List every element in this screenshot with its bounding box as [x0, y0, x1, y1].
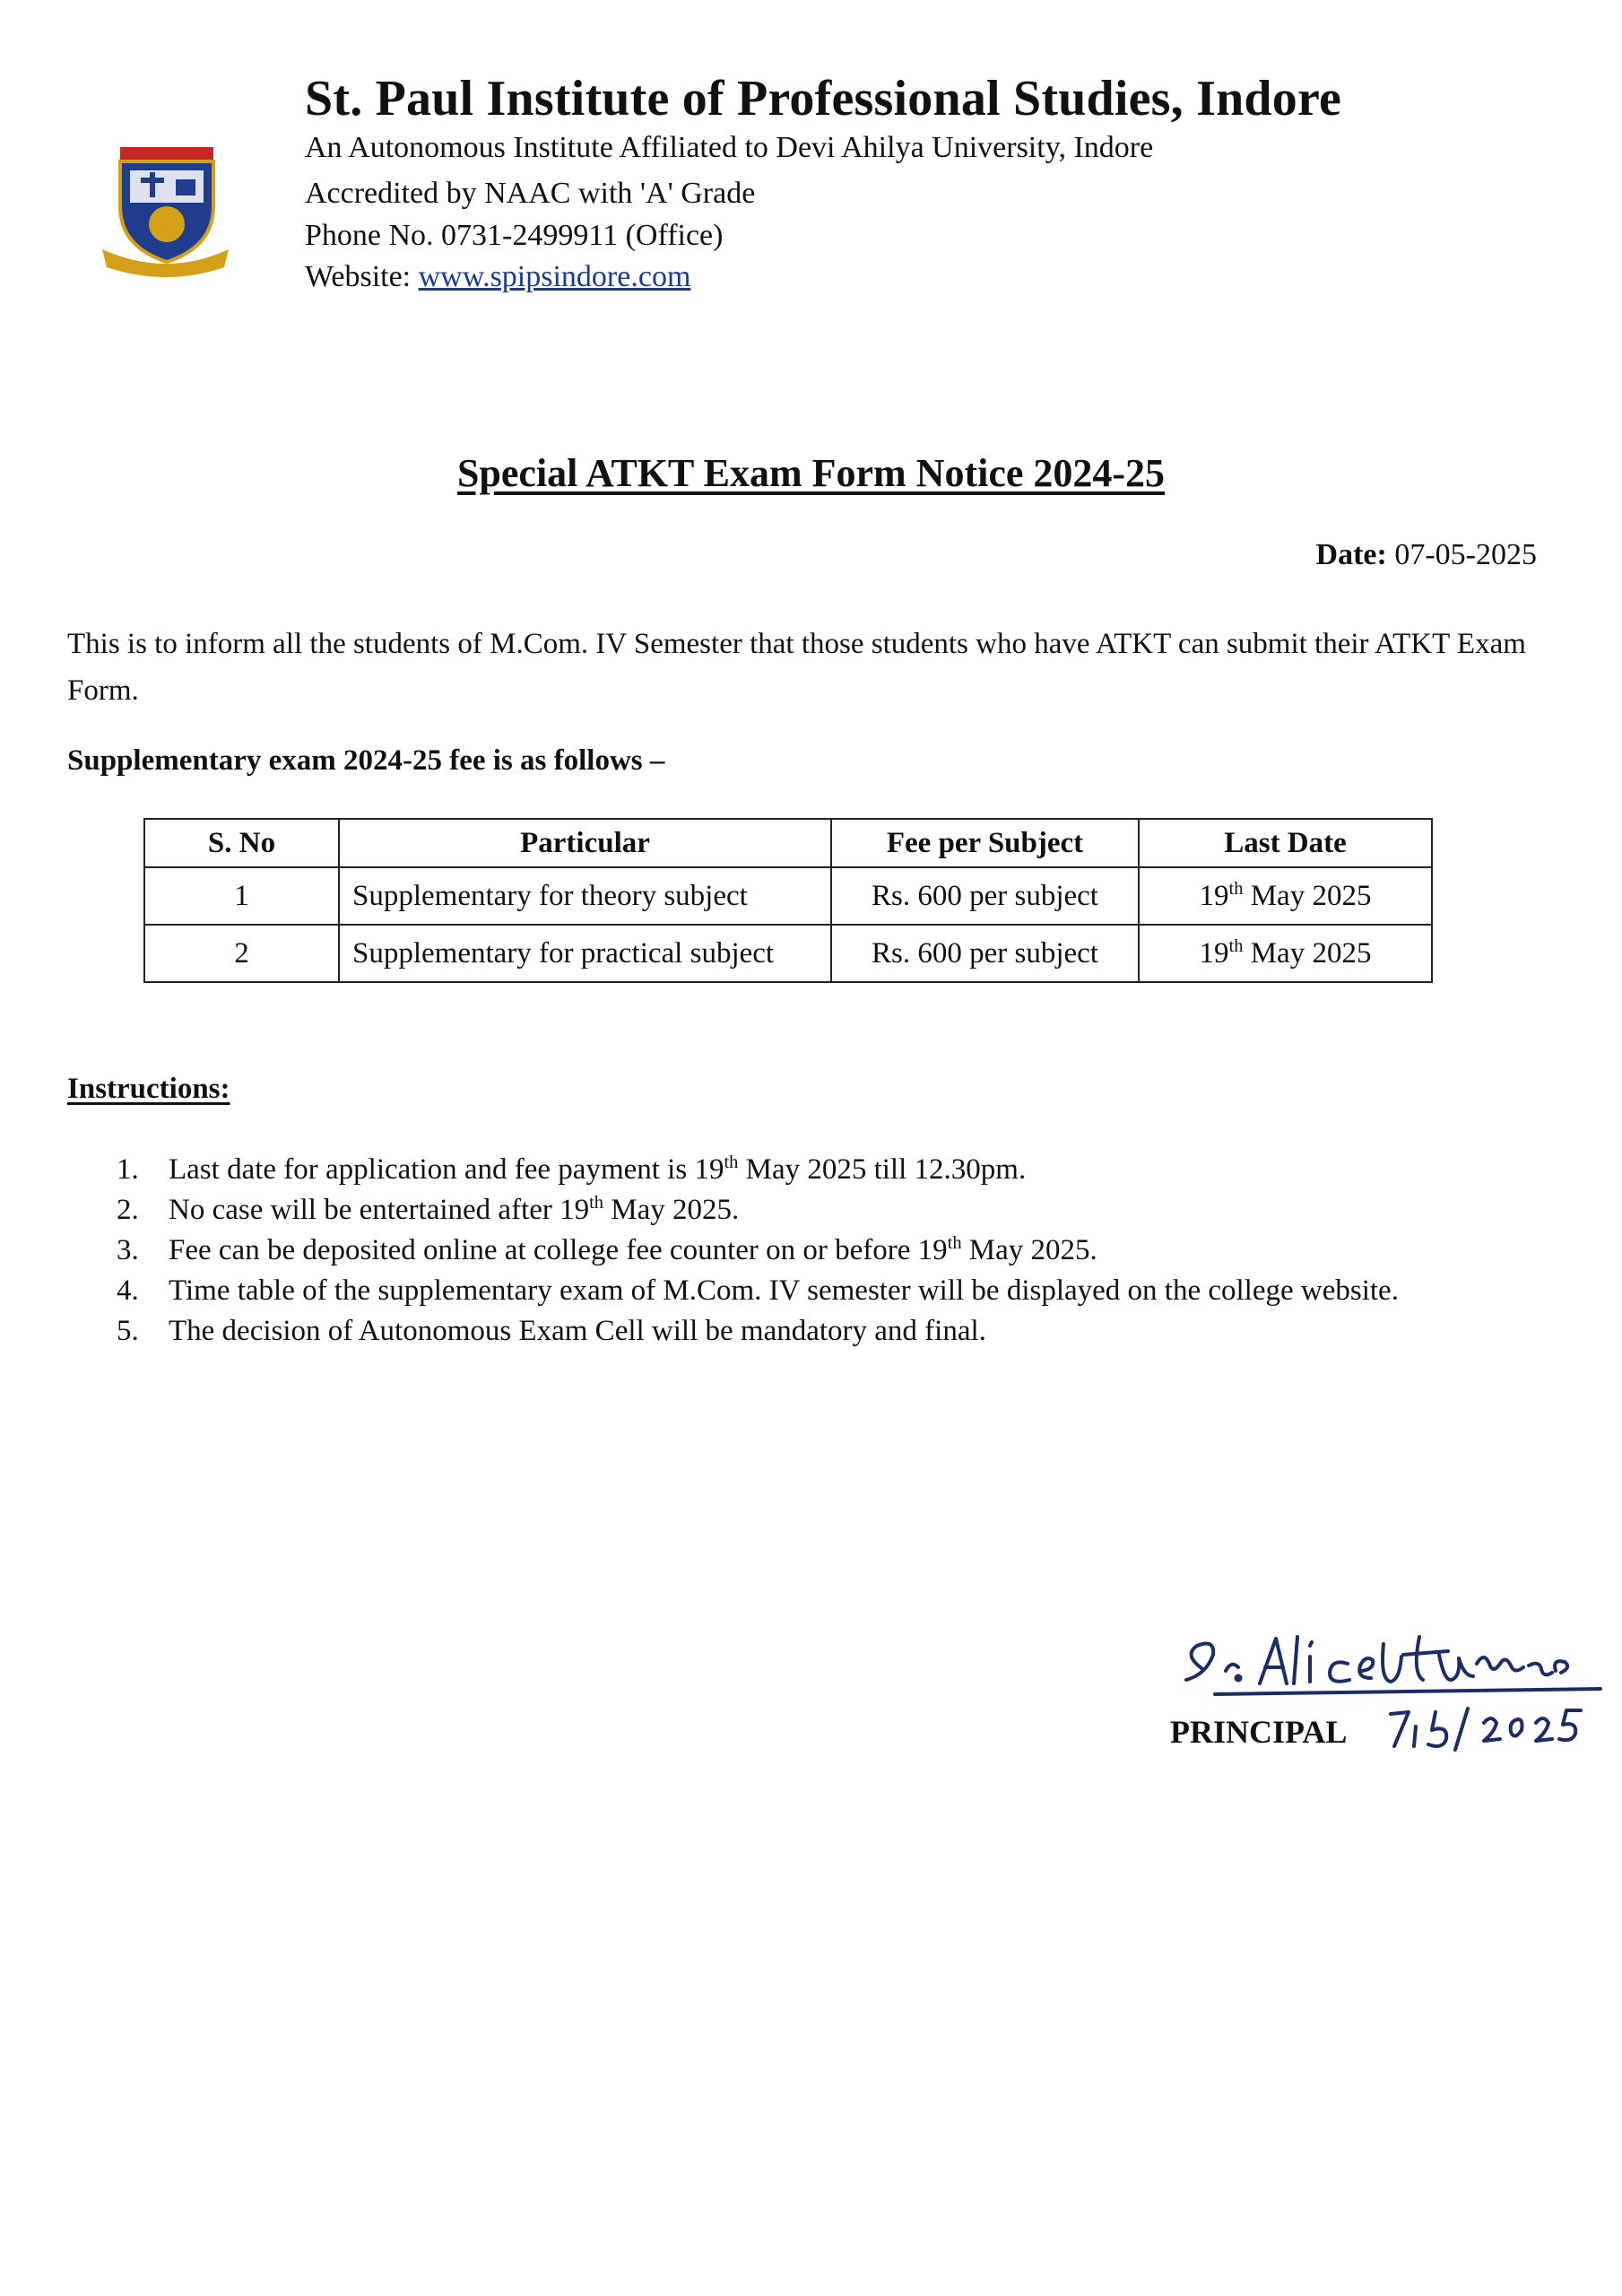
notice-title-text: Special ATKT Exam Form Notice 2024-25 [456, 451, 1166, 495]
header-sno: S. No [144, 819, 339, 867]
intro-paragraph: This is to inform all the students of M.Com. IV Semester that those students who have ATKT can submit their ATKT Exam Form. [67, 628, 1526, 707]
list-item: 5. The decision of Autonomous Exam Cell will be mandatory and final. [117, 1315, 986, 1347]
website-label: Website: [305, 260, 412, 293]
list-item: 2. No case will be entertained after 19th May 2025. [117, 1193, 740, 1226]
list-item: 4. Time table of the supplementary exam of M.Com. IV semester will be displayed on the college website. [117, 1274, 1399, 1307]
institute-logo [100, 144, 230, 278]
table-row [144, 925, 1432, 982]
date-value: 07-05-2025 [1394, 538, 1537, 571]
row-sno: 1 [144, 867, 339, 925]
header-fee: Fee per Subject [831, 819, 1139, 867]
header-particular: Particular [339, 819, 831, 867]
row-sno: 2 [144, 925, 339, 982]
date-label: Date: [1315, 538, 1387, 571]
row-last-date: 19th May 2025 [1139, 925, 1432, 982]
institute-name: St. Paul Institute of Professional Studies, Indore [305, 71, 1342, 126]
website-line [305, 260, 690, 294]
list-item: 1. Last date for application and fee payment is 19th May 2025 till 12.30pm. [117, 1152, 1027, 1186]
header-last-date: Last Date [1139, 819, 1432, 867]
logo-banner [120, 147, 213, 160]
row-last-date: 19th May 2025 [1139, 867, 1432, 925]
website-link[interactable]: www.spipsindore.com [418, 260, 691, 293]
row-particular: Supplementary for theory subject [339, 867, 831, 925]
row-fee: Rs. 600 per subject [831, 867, 1139, 925]
fee-table [143, 818, 1433, 983]
phone-line: Phone No. 0731-2499911 (Office) [305, 219, 724, 252]
instructions-list [117, 1150, 1497, 1352]
notice-date [1316, 538, 1537, 572]
row-particular: Supplementary for practical subject [339, 925, 831, 982]
notice-title [0, 450, 1622, 496]
affiliation-line: An Autonomous Institute Affiliated to Devi Ahilya University, Indore [305, 131, 1154, 164]
list-item: 3. Fee can be deposited online at college fee counter on or before 19th May 2025. [117, 1233, 1097, 1266]
fee-table-header-row [144, 819, 1432, 867]
accreditation-line: Accredited by NAAC with 'A' Grade [305, 177, 756, 210]
principal-label: PRINCIPAL [1170, 1714, 1348, 1750]
table-row [144, 867, 1432, 925]
instructions-title: Instructions: [67, 1073, 230, 1105]
row-fee: Rs. 600 per subject [831, 925, 1139, 982]
fee-heading: Supplementary exam 2024-25 fee is as follows – [67, 744, 665, 777]
